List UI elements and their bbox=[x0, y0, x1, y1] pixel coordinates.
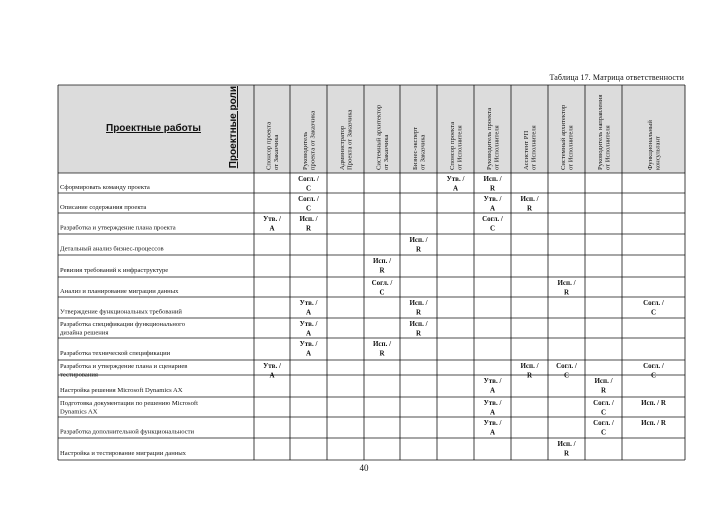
task-name-line: Разработка и утверждение плана проекта bbox=[60, 224, 176, 232]
task-name-line: Разработка и утверждение плана и сценариев bbox=[60, 363, 188, 370]
table-caption: Таблица 17. Матрица ответственности bbox=[549, 73, 684, 82]
role-header-line: Спонсор проекта bbox=[265, 121, 273, 170]
cell-code: Исп. / bbox=[594, 377, 613, 385]
task-name bbox=[60, 400, 198, 416]
cell-letter: С bbox=[563, 371, 570, 380]
task-name bbox=[60, 246, 164, 253]
cell-letter: R bbox=[563, 288, 570, 297]
cell-code: Исп. / R bbox=[641, 399, 666, 407]
role-header-line: проекта от Заказчика bbox=[309, 110, 317, 170]
task-name-line: Разработка дополнительной функциональности bbox=[60, 428, 195, 436]
cell-code: Исп. / bbox=[520, 195, 539, 203]
task-name-line: Разработка технической спецификации bbox=[60, 350, 171, 357]
role-header-line: от Заказчика bbox=[382, 134, 390, 170]
role-header-line: Системный архитектор bbox=[559, 104, 567, 170]
cell-code: Согл. / bbox=[556, 362, 577, 370]
role-header-line: Руководитель направления bbox=[596, 94, 604, 170]
cell-letter: R bbox=[526, 371, 533, 380]
task-name-line: Подготовка документации по решению Microsoft bbox=[60, 400, 198, 407]
task-name bbox=[60, 387, 183, 394]
cell-letter: С bbox=[305, 204, 312, 213]
cell-letter: R bbox=[489, 184, 496, 193]
task-name-line: Разработка спецификации функционального bbox=[60, 321, 186, 328]
task-name-line: Описание содержания проекта bbox=[60, 204, 147, 211]
role-header-line: от Заказчика bbox=[419, 134, 427, 170]
cell-code: Согл. / bbox=[298, 195, 319, 203]
task-name bbox=[60, 225, 176, 232]
cell-code: Утв. / bbox=[299, 299, 318, 307]
role-header-line: консультант bbox=[654, 136, 662, 170]
cell-code: Исп. / bbox=[372, 340, 392, 348]
cell-letter: А bbox=[489, 428, 496, 437]
cell-code: Согл. / bbox=[371, 279, 393, 287]
cell-letter: А bbox=[305, 349, 312, 358]
cell-letter: R bbox=[415, 308, 422, 317]
task-name-line: Детальный анализ бизнес-процессов bbox=[60, 245, 164, 253]
cell-code: Согл. / bbox=[482, 215, 503, 223]
cell-code: Исп. / bbox=[299, 215, 318, 223]
cell-letter: R bbox=[563, 449, 570, 458]
cell-letter: С bbox=[489, 224, 496, 233]
cell-letter: А bbox=[269, 371, 275, 380]
role-header-line: от Исполнителя bbox=[604, 125, 612, 170]
cell-letter: R bbox=[379, 266, 385, 275]
task-name-line: Сформировать команду проекта bbox=[60, 184, 150, 191]
cell-code: Исп. / bbox=[372, 257, 392, 265]
role-header-line: Администратор bbox=[338, 125, 346, 170]
role-header-line: от Исполнителя bbox=[530, 125, 538, 170]
cell-code: Исп. / bbox=[409, 236, 428, 244]
cell-letter: R bbox=[526, 204, 533, 213]
cell-letter: А bbox=[489, 386, 496, 395]
page-number: 40 bbox=[359, 463, 369, 473]
task-name bbox=[60, 350, 171, 357]
cell-letter: А bbox=[269, 224, 275, 233]
cell-letter: А bbox=[489, 204, 496, 213]
role-header-8 bbox=[523, 125, 537, 170]
cell-code: Утв. / bbox=[483, 419, 502, 427]
cell-letter: R bbox=[305, 224, 312, 233]
role-header-line: Функциональный bbox=[646, 120, 654, 170]
task-name-line: Настройка решения Microsoft Dynamics AX bbox=[60, 387, 183, 394]
task-name-line: Dynamics AX bbox=[60, 408, 98, 416]
role-header-line: Руководитель проекта bbox=[485, 107, 493, 170]
cell-code: Утв. / bbox=[299, 340, 318, 348]
cell-letter: С bbox=[379, 288, 385, 297]
cell-letter: R bbox=[415, 329, 422, 338]
task-name bbox=[60, 204, 146, 211]
task-name bbox=[60, 288, 179, 295]
task-name-line: Настройка и тестирование миграции данных bbox=[60, 450, 186, 457]
cell-letter: С bbox=[305, 184, 312, 193]
cell-letter: R bbox=[379, 349, 385, 358]
role-header-line: от Исполнителя bbox=[456, 125, 464, 170]
cell-code: Исп. / bbox=[557, 440, 576, 448]
role-header-line: Бизнес-эксперт bbox=[411, 126, 419, 170]
cell-code: Согл. / bbox=[593, 399, 614, 407]
role-header-line: Ассистент РП bbox=[522, 130, 530, 170]
cell-code: Утв. / bbox=[299, 320, 318, 328]
cell-code: Утв. / bbox=[483, 195, 502, 203]
cell-letter: А bbox=[305, 308, 312, 317]
cell-code: Исп. / bbox=[483, 175, 502, 183]
role-header-line: Проекта от Заказчика bbox=[346, 109, 354, 170]
cell-letter: С bbox=[650, 308, 657, 317]
role-header-line: от Исполнителя bbox=[493, 125, 501, 170]
projects-header-label: Проектные работы bbox=[106, 123, 201, 134]
task-name-line: тестирования bbox=[60, 371, 98, 379]
cell-letter: R bbox=[415, 245, 422, 254]
cell-code: Утв. / bbox=[483, 399, 502, 407]
role-header-line: Руководитель bbox=[301, 131, 309, 170]
cell-code: Исп. / bbox=[520, 362, 539, 370]
cell-code: Согл. / bbox=[643, 362, 664, 370]
cell-code: Согл. / bbox=[593, 419, 614, 427]
task-name bbox=[60, 450, 187, 457]
task-name-line: Утверждение функциональных требований bbox=[60, 308, 182, 316]
role-header-line: от Исполнителя bbox=[567, 125, 575, 170]
task-name bbox=[60, 184, 150, 191]
task-name-line: дизайна решения bbox=[60, 329, 109, 337]
task-name bbox=[60, 309, 182, 316]
cell-code: Утв. / bbox=[263, 215, 281, 223]
task-name bbox=[60, 429, 194, 436]
cell-letter: R bbox=[600, 386, 607, 395]
role-header-line: Спонсор проекта bbox=[448, 121, 456, 170]
cell-letter: С bbox=[600, 428, 607, 437]
cell-letter: А bbox=[305, 329, 312, 338]
role-header-6 bbox=[449, 122, 463, 170]
task-name bbox=[60, 363, 187, 379]
cell-code: Исп. / bbox=[409, 320, 428, 328]
cell-code: Исп. / bbox=[409, 299, 428, 307]
cell-code: Утв. / bbox=[263, 362, 281, 370]
cell-code: Согл. / bbox=[298, 175, 319, 183]
cell-code: Исп. / bbox=[557, 279, 576, 287]
cell-letter: А bbox=[452, 184, 459, 193]
cell-code: Утв. / bbox=[483, 377, 502, 385]
cell-letter: А bbox=[489, 408, 496, 417]
task-name-line: Анализ и планирование миграции данных bbox=[60, 288, 179, 295]
task-name bbox=[60, 321, 186, 337]
roles-header-label: Проектные роли bbox=[228, 86, 239, 169]
cell-code: Утв. / bbox=[446, 175, 465, 183]
cell-code: Согл. / bbox=[643, 299, 664, 307]
role-header-line: от Заказчика bbox=[272, 134, 280, 170]
cell-letter: С bbox=[650, 371, 657, 380]
cell-letter: С bbox=[600, 408, 607, 417]
task-name-line: Ревизия требований к инфраструктуре bbox=[60, 267, 169, 274]
role-header-line: Системный архитектор bbox=[375, 104, 383, 170]
task-name bbox=[60, 267, 168, 274]
cell-code: Исп. / R bbox=[641, 419, 666, 427]
